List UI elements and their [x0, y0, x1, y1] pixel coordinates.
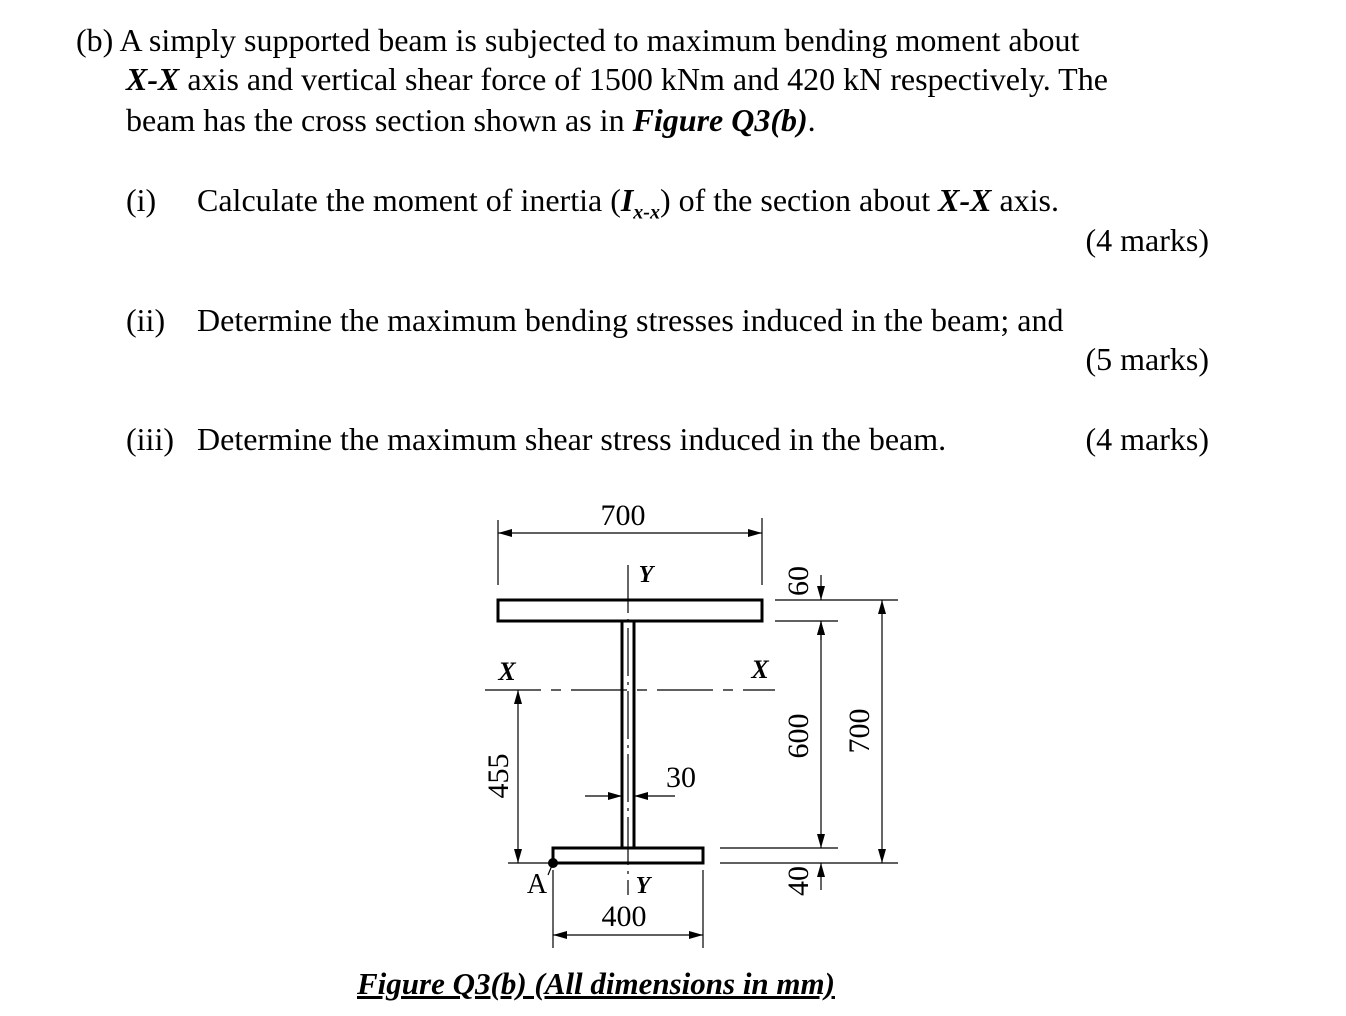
web-thickness-label: 30	[666, 761, 696, 794]
figure-caption: Figure Q3(b) (All dimensions in mm)	[357, 966, 835, 1001]
part-i-text-mid: ) of the section about	[659, 182, 939, 218]
inertia-symbol: I	[620, 182, 634, 218]
part-ii-text: Determine the maximum bending stresses induced in the beam; and	[197, 302, 1064, 338]
question-text-3-end: .	[807, 102, 816, 138]
part-ii-marks: (5 marks)	[1085, 341, 1209, 377]
y-axis-label-top: Y	[638, 562, 654, 588]
overall-height-label: 700	[843, 708, 876, 754]
top-width-label: 700	[600, 499, 646, 532]
part-iii-number: (iii)	[126, 421, 174, 457]
point-a-marker	[548, 858, 558, 868]
part-i-marks: (4 marks)	[1085, 222, 1209, 258]
part-i-number: (i)	[126, 182, 157, 218]
na-height-label: 455	[482, 753, 515, 799]
question-text-1: A simply supported beam is subjected to maximum bending moment about	[119, 22, 1080, 58]
part-i-text-post: axis.	[991, 182, 1059, 218]
x-axis-label-right: X	[751, 655, 769, 684]
part-iii-text: Determine the maximum shear stress induced in the beam.	[197, 421, 947, 457]
bottom-width-label: 400	[601, 900, 647, 933]
question-text-2: axis and vertical shear force of 1500 kNm and 420 kN respectively. The	[179, 61, 1108, 97]
y-axis-label-bottom: Y	[635, 873, 651, 899]
part-i-text-pre: Calculate the moment of inertia (	[197, 182, 621, 218]
top-flange-thickness-label: 60	[782, 566, 815, 596]
point-a-label: A	[526, 869, 548, 900]
bottom-flange-thickness-label: 40	[782, 866, 815, 896]
question-text-3: beam has the cross section shown as in	[126, 102, 633, 138]
question-label: (b)	[76, 22, 114, 58]
web-height-label: 600	[782, 713, 815, 759]
inertia-subscript: x-x	[633, 201, 660, 224]
x-axis-label-left: X	[498, 657, 516, 686]
part-ii-number: (ii)	[126, 302, 166, 338]
xx-axis-term: X-X	[126, 61, 180, 97]
top-flange	[498, 600, 762, 621]
figure-reference: Figure Q3(b)	[632, 102, 808, 138]
part-i-axis: X-X	[938, 182, 992, 218]
part-iii-marks: (4 marks)	[1085, 421, 1209, 457]
